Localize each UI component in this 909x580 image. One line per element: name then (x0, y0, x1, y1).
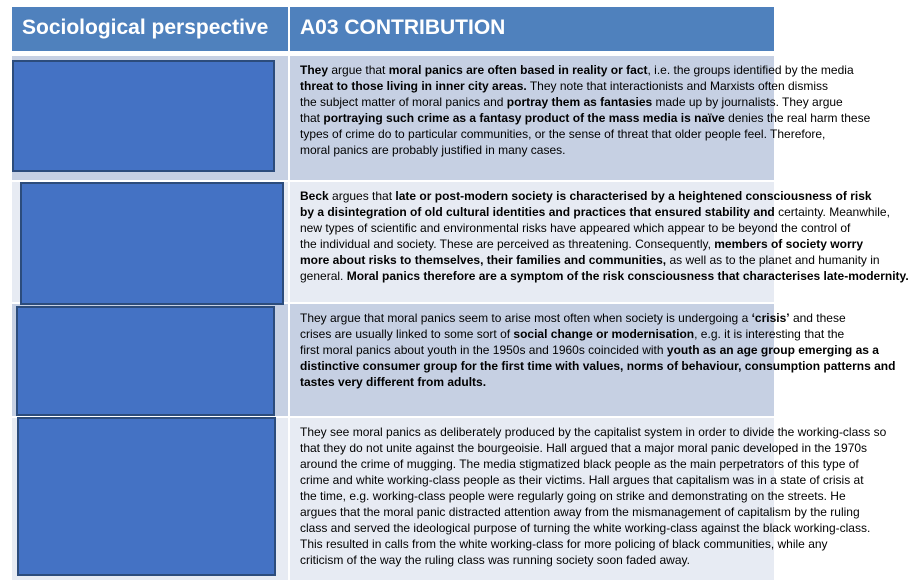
bold-text-run: late or post-modern society is characterised by a heightened consciousness of risk (395, 189, 872, 203)
text-line (300, 78, 828, 94)
text-run: around the crime of mugging. The media stigmatized black people as the main perpetrators of this type of (300, 457, 859, 471)
bold-text-run: Moral panics therefore are a symptom of the risk consciousness that characterises late-modernity. (346, 269, 909, 283)
text-line (300, 268, 909, 284)
answer-box[interactable] (16, 306, 275, 416)
row-text (300, 418, 887, 580)
text-run: , i.e. the groups identified by the media (647, 63, 854, 77)
text-run: first moral panics about youth in the 1950s and 1960s coincided with (300, 343, 667, 357)
text-line (300, 126, 826, 142)
bold-text-run: moral panics are often based in reality or fact (388, 63, 648, 77)
text-run: that they do not unite against the bourgeoisie. Hall argued that a major moral panic developed in the 1970s (300, 441, 868, 455)
text-run: They argue that moral panics seem to arise most often when society is undergoing a (300, 311, 752, 325)
bold-text-run: ‘crisis’ (751, 311, 790, 325)
text-run: the subject matter of moral panics and (300, 95, 507, 109)
text-run: general. (300, 269, 347, 283)
row-text (300, 304, 896, 416)
text-run: argue that (328, 63, 389, 77)
header-contribution: A03 CONTRIBUTION (290, 7, 774, 54)
text-run: This resulted in calls from the white working-class for more policing of black communities, while any (300, 537, 828, 551)
text-line (300, 472, 864, 488)
row-text (300, 182, 909, 302)
text-line (300, 188, 872, 204)
text-line (300, 358, 896, 374)
text-line (300, 142, 774, 158)
text-line (300, 62, 854, 78)
text-run: the time, e.g. working-class people were regularly going on strike and demonstrating on the streets. He (300, 489, 846, 503)
column-divider (288, 0, 290, 580)
text-line (300, 488, 846, 504)
text-line (300, 342, 879, 358)
text-line (300, 424, 887, 440)
answer-box[interactable] (12, 60, 275, 172)
bold-text-run: distinctive consumer group for the first time with values, norms of behaviour, consumption patterns and (300, 359, 896, 373)
bold-text-run: members of society worry (714, 237, 863, 251)
text-run: They note that interactionists and Marxists often dismiss (526, 79, 828, 93)
text-run: made up by journalists. They argue (652, 95, 843, 109)
text-line (300, 220, 851, 236)
bold-text-run: Beck (300, 189, 329, 203)
text-run: moral panics are probably justified in many cases. (300, 143, 566, 157)
text-line (300, 236, 863, 252)
text-run: new types of scientific and environmental risks have appeared which appear to be beyond the control of (300, 221, 851, 235)
text-run: as well as to the planet and humanity in (666, 253, 880, 267)
bold-text-run: social change or modernisation (513, 327, 695, 341)
bold-text-run: portray them as fantasies (506, 95, 653, 109)
text-run: crises are usually linked to some sort of (300, 327, 514, 341)
answer-box[interactable] (17, 417, 276, 576)
text-run: the individual and society. These are perceived as threatening. Consequently, (300, 237, 715, 251)
text-line (300, 326, 845, 342)
text-line (300, 110, 871, 126)
bold-text-run: portraying such crime as a fantasy product of the mass media is naïve (323, 111, 725, 125)
text-line (300, 552, 774, 568)
text-run: types of crime do to particular communities, or the sense of threat that older people feel. Therefore, (300, 127, 826, 141)
text-run: They see moral panics as deliberately produced by the capitalist system in order to divide the working-class so (300, 425, 887, 439)
text-run: , e.g. it is interesting that the (694, 327, 845, 341)
bold-text-run: by a disintegration of old cultural identities and practices that ensured stability and (300, 205, 775, 219)
text-run: that (300, 111, 324, 125)
row-text (300, 56, 871, 180)
text-line (300, 440, 868, 456)
bold-text-run: threat to those living in inner city areas. (300, 79, 527, 93)
text-line (300, 204, 890, 220)
text-line (300, 504, 860, 520)
text-run: argues that the moral panic distracted attention away from the mismanagement of capitalism by the ruling (300, 505, 860, 519)
text-run: denies the real harm these (724, 111, 871, 125)
text-run: argues that (328, 189, 396, 203)
text-line (300, 536, 828, 552)
text-line (300, 252, 880, 268)
text-line (300, 310, 846, 326)
text-run: criticism of the way the ruling class was running society soon faded away. (300, 553, 690, 567)
text-line (300, 94, 843, 110)
text-run: certainty. Meanwhile, (774, 205, 890, 219)
answer-box[interactable] (20, 182, 284, 305)
bold-text-run: youth as an age group emerging as a (666, 343, 879, 357)
header-perspective: Sociological perspective (12, 7, 288, 54)
text-line (300, 374, 774, 390)
bold-text-run: tastes very different from adults. (300, 375, 487, 389)
text-run: crime and white working-class people as their victims. Hall argues that capitalism was in a state of crisis at (300, 473, 864, 487)
text-line (300, 456, 859, 472)
bold-text-run: more about risks to themselves, their families and communities, (300, 253, 667, 267)
text-run: and these (789, 311, 846, 325)
text-line (300, 520, 871, 536)
bold-text-run: They (300, 63, 329, 77)
text-run: class and served the ideological purpose of turning the white working-class against the black working-class. (300, 521, 871, 535)
